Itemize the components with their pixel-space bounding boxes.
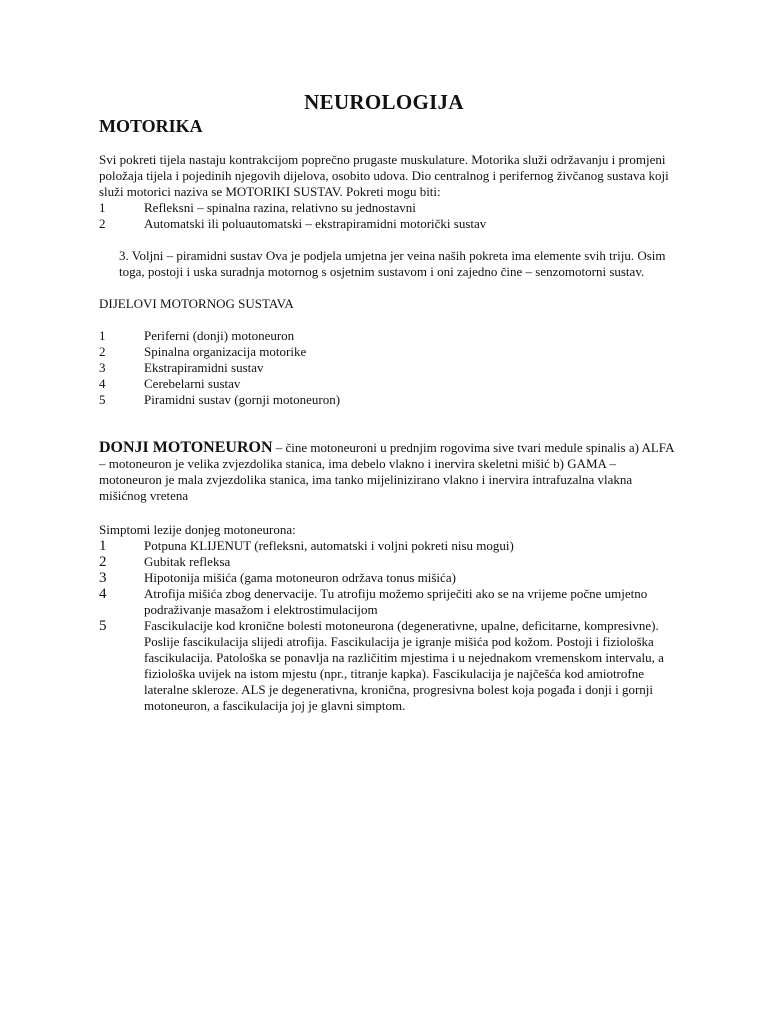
intro-paragraph: Svi pokreti tijela nastaju kontrakcijom poprečno prugaste muskulature. Motorika služi održavanju i promjeni položaja tijela i pojedinih njegovih dijelova, osobito udova. Dio centralnog i perifernog živčanog sustava koji služi motorici naziva se MOTORIKI SUSTAV. Pokreti mogu biti: [99,152,669,199]
list-number: 1 [99,200,106,215]
lower-motoneuron-section [99,440,679,714]
list-text: Periferni (donji) motoneuron [144,328,295,343]
list-text: Spinalna organizacija motorike [144,344,307,359]
list-item [99,360,679,376]
section-heading: MOTORIKA [99,116,203,136]
list-text: Gubitak refleksa [144,554,231,569]
document-title: NEUROLOGIJA [304,90,464,114]
voluntary-paragraph: 3. Voljni – piramidni sustav Ova je podjela umjetna jer veina naših pokreta ima elemente svih triju. Osim toga, postoji i uska suradnja motornog s osjetnim sustavom i oni zajedno čine – senzomotorni sustav. [119,248,666,279]
list-number: 5 [99,392,106,407]
list-text: Automatski ili poluautomatski – ekstrapiramidni motorički sustav [144,216,487,231]
symptoms-heading: Simptomi lezije donjeg motoneurona: [99,522,296,537]
list-number: 3 [99,360,106,375]
list-item [99,376,679,392]
list-number: 3 [99,570,107,586]
parts-heading: DIJELOVI MOTORNOG SUSTAVA [99,296,294,311]
lower-motoneuron-paragraph [99,440,679,504]
list-number: 4 [99,586,107,602]
list-text: Fascikulacije kod kronične bolesti motoneurona (degenerativne, upalne, deficitarne, kompresivne). Poslije fascikulacija slijedi atrofija. Fascikulacija je igranje mišića pod kožom. Postoji i fiziološka fascikulacija. Patološka se ponavlja na različitim mjestima i u nejednakom vremenskom intervalu, a fiziološka uvijek na istom mjestu (npr., titranje kapka). Fascikulacija je najčešća kod amiotrofne lateralne skleroze. ALS je degenerativna, kronična, progresivna bolest koja pogađa i donji i gornji motoneuron, a fascikulacija joj je glavni simptom. [144,618,664,713]
list-item [99,586,679,618]
lower-motoneuron-text: – čine motoneuroni u prednjim rogovima sive tvari medule spinalis a) ALFA – motoneuron je velika zvjezdolika stanica, ima debelo vlakno i inervira skeletni mišić b) GAMA – motoneuron je mala zvjezdolika stanica, ima tanko mijelinizirano vlakno i inervira intrafuzalna vlakna mišićnog vretena [99,440,674,503]
list-item [99,328,679,344]
list-number: 2 [99,216,106,231]
list-item [99,344,679,360]
list-item [99,392,679,408]
list-text: Hipotonija mišića (gama motoneuron održava tonus mišića) [144,570,456,585]
list-item [99,618,679,714]
list-text: Cerebelarni sustav [144,376,241,391]
list-text: Refleksni – spinalna razina, relativno su jednostavni [144,200,416,215]
list-item [99,554,679,570]
list-item [99,570,679,586]
list-text: Ekstrapiramidni sustav [144,360,264,375]
list-text: Potpuna KLIJENUT (refleksni, automatski i voljni pokreti nisu mogui) [144,538,514,553]
list-number: 4 [99,376,106,391]
list-number: 1 [99,538,107,554]
list-number: 5 [99,618,107,634]
list-number: 2 [99,344,106,359]
lower-motoneuron-heading: DONJI MOTONEURON [99,439,273,456]
list-number: 2 [99,554,107,570]
list-item [99,200,679,216]
list-text: Atrofija mišića zbog denervacije. Tu atrofiju možemo spriječiti ako se na vrijeme počne umjetno podraživanje masažom i elektrostimulacijom [144,586,648,617]
list-item [99,216,679,232]
list-number: 1 [99,328,106,343]
list-text: Piramidni sustav (gornji motoneuron) [144,392,341,407]
list-item [99,538,679,554]
motorika-section [99,152,679,408]
